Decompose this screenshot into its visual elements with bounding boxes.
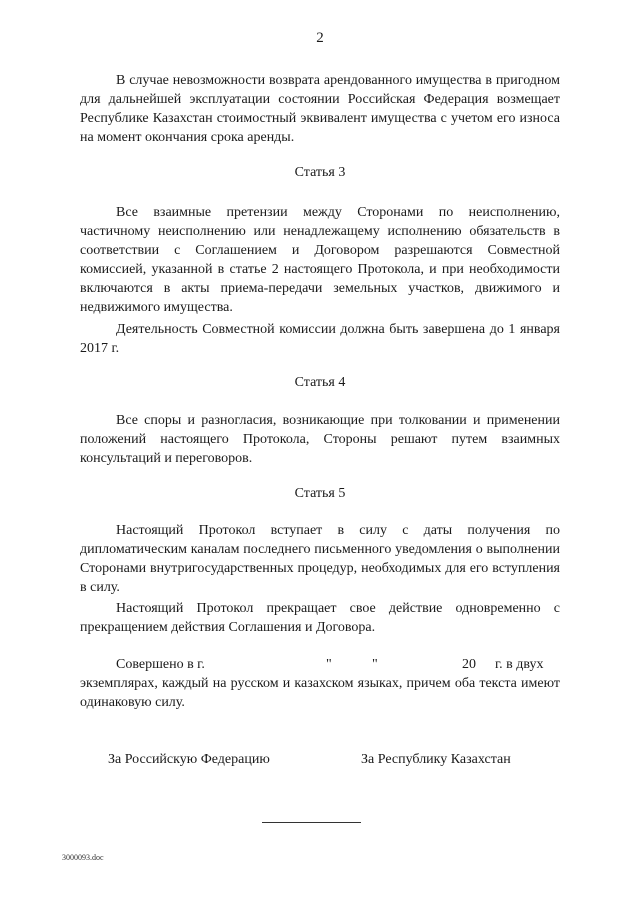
in-two-copies-text: г. в двух: [495, 657, 544, 672]
article-4-heading: Статья 4: [294, 375, 346, 390]
year-prefix: 20: [462, 657, 476, 672]
article-3-paragraph-2: Деятельность Совместной комиссии должна быть завершена до 1 января 2017 г.: [80, 322, 560, 356]
article-4-paragraph: Все споры и разногласия, возникающие при толковании и применении положений настоящего Протокола, Стороны решают путем взаимных консультаций и переговоров.: [80, 413, 560, 466]
article-3-heading: Статья 3: [294, 165, 346, 180]
quote-open: ": [326, 657, 332, 672]
article-3-paragraph-1: Все взаимные претензии между Сторонами по неисполнению, частичному неисполнению или ненадлежащему исполнению обязательств в соответствии с Соглашением и Договором разрешаются Совместной комиссией, указанной в статье 2 настоящего Протокола, и при необходимости включаются в акты приема-передачи земельных участков, движимого и недвижимого имущества.: [80, 205, 560, 315]
signature-kazakhstan: За Республику Казахстан: [361, 752, 511, 767]
end-rule: [262, 822, 361, 823]
done-in-continuation: экземплярах, каждый на русском и казахском языках, причем оба текста имеют одинаковую силу.: [80, 676, 560, 710]
quote-close: ": [372, 657, 378, 672]
paragraph-property-compensation: В случае невозможности возврата арендованного имущества в пригодном для дальнейшей эксплуатации состоянии Российская Федерация возмещает Республике Казахстан стоимостный эквивалент имущества с учетом его износа на момент окончания срока аренды.: [80, 73, 560, 145]
article-5-heading: Статья 5: [294, 486, 346, 501]
page-number: 2: [316, 30, 324, 46]
signature-russia: За Российскую Федерацию: [108, 752, 270, 767]
article-5-paragraph-2: Настоящий Протокол прекращает свое действие одновременно с прекращением действия Соглашения и Договора.: [80, 601, 560, 635]
footer-file-code: 3000093.doc: [62, 853, 104, 862]
article-5-paragraph-1: Настоящий Протокол вступает в силу с даты получения по дипломатическим каналам последнего письменного уведомления о выполнении Сторонами внутригосударственных процедур, необходимых для его вступления в силу.: [80, 523, 560, 595]
done-in-city-text: Совершено в г.: [116, 657, 205, 672]
done-in-line: [116, 655, 560, 674]
